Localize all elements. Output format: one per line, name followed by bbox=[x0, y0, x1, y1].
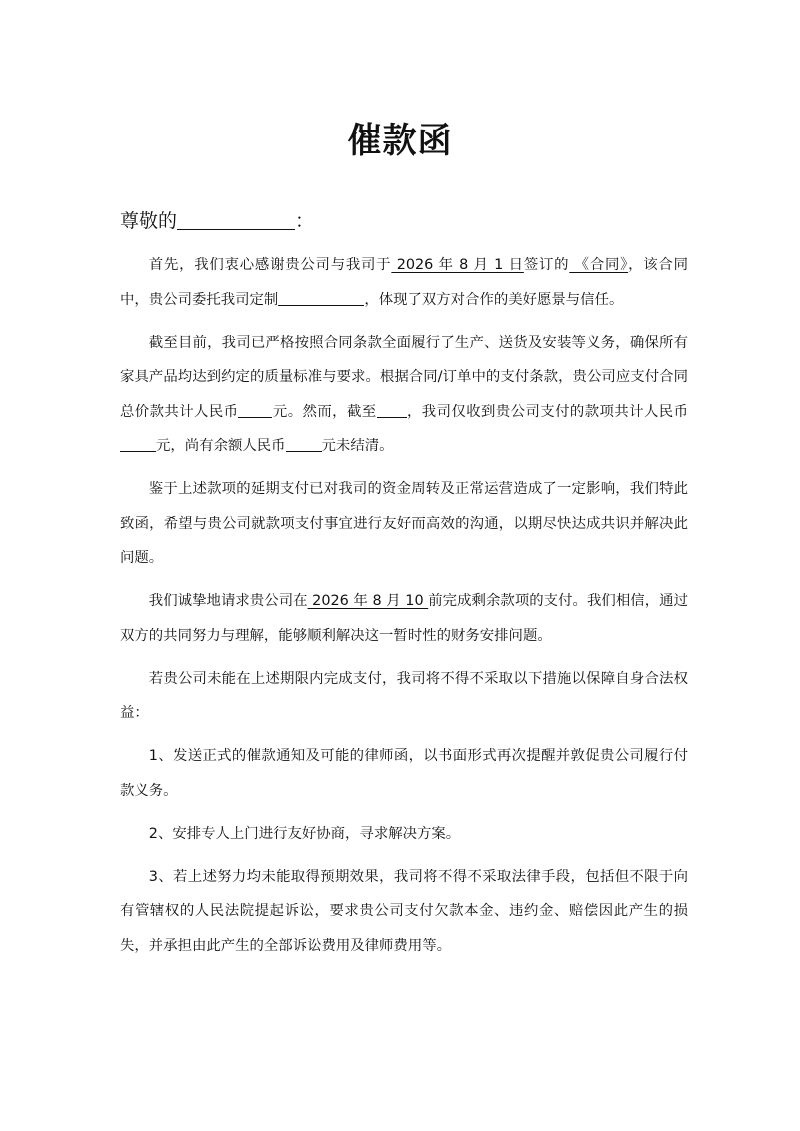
letter-body bbox=[120, 248, 688, 963]
contract-name: 《合同》 bbox=[569, 257, 629, 273]
balance-amount-blank bbox=[286, 437, 322, 452]
p1-text-c: ，该合同中，贵公司委托我司定制 bbox=[120, 257, 688, 308]
paragraph-3: 鉴于上述款项的延期支付已对我司的资金周转及正常运营造成了一定影响，我们特此致函，希望与贵公司就款项支付事宜进行友好而高效的沟通，以期尽快达成共识并解决此问题。 bbox=[120, 481, 688, 566]
p4-text-a: 我们诚挚地请求贵公司在 bbox=[148, 593, 308, 609]
payment-deadline: 2026 年 8 月 10 bbox=[307, 593, 429, 609]
p2-text-c: ，我司仅收到贵公司支付的款项共计人民币 bbox=[406, 403, 688, 420]
p2-text-d: 元，尚有余额人民币 bbox=[156, 438, 286, 454]
p2-text-a: 截至目前，我司已严格按照合同条款全面履行了生产、送货及安装等义务，确保所有家具产品均达到约定的质量标准与要求。根据合同/订单中的支付条款，贵公司应支付合同总价款共计人民币 bbox=[120, 334, 688, 420]
total-amount-blank bbox=[238, 403, 272, 418]
recipient-blank bbox=[177, 209, 295, 230]
measure-3: 3、若上述努力均未能取得预期效果，我司将不得不采取法律手段，包括但不限于向有管辖权的人民法院提起诉讼，要求贵公司支付欠款本金、违约金、赔偿因此产生的损失，并承担由此产生的全部诉讼费用及律师费用等。 bbox=[120, 868, 688, 954]
paragraph-4 bbox=[120, 584, 688, 653]
paragraph-5: 若贵公司未能在上述期限内完成支付，我司将不得不采取以下措施以保障自身合法权益： bbox=[120, 670, 688, 721]
paragraph-1 bbox=[120, 248, 688, 317]
p4-text-b: 前完成剩余款项的支付。我们相信，通过双方的共同努力与理解，能够顺利解决这一暂时性的财务安排问题。 bbox=[120, 593, 688, 644]
p2-text-e: 元未结清。 bbox=[321, 438, 394, 454]
measure-2: 2、安排专人上门进行友好协商，寻求解决方案。 bbox=[148, 825, 461, 842]
p1-text-d: ，体现了双方对合作的美好愿景与信任。 bbox=[364, 291, 624, 308]
measure-1: 1、发送正式的催款通知及可能的律师函，以书面形式再次提醒并敦促贵公司履行付款义务。 bbox=[120, 748, 688, 799]
p2-text-b: 元。然而，截至 bbox=[272, 403, 377, 420]
custom-item-blank bbox=[278, 291, 364, 306]
document-title: 催款函 bbox=[347, 121, 453, 161]
contract-date: 2026 年 8 月 1 日 bbox=[391, 257, 524, 273]
paragraph-2 bbox=[120, 326, 688, 464]
salutation bbox=[120, 206, 314, 236]
p1-text-a: 首先，我们衷心感谢贵公司与我司于 bbox=[148, 257, 392, 273]
salutation-text: 尊敬的 bbox=[120, 210, 178, 232]
as-of-date-blank bbox=[377, 403, 407, 418]
p1-text-b: 签订的 bbox=[523, 257, 570, 273]
received-amount-blank bbox=[120, 437, 156, 452]
salutation-colon: ： bbox=[295, 210, 315, 232]
